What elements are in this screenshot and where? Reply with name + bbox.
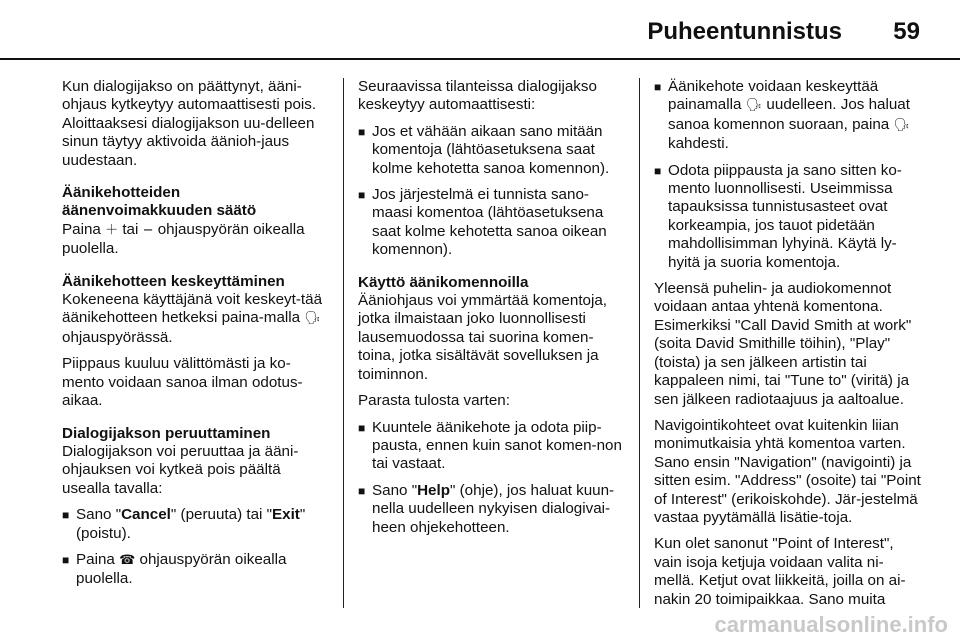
paragraph: Kun dialogijakso on päättynyt, ääni-ohjaus kytkeytyy automaattisesti pois. Aloittaaksesi dialogijakson uu-delleen sinun täytyy aktivoida äänioh-jaus uudestaan. (62, 78, 317, 169)
paragraph: Parasta tulosta varten: (358, 392, 510, 410)
bullet-icon: ■ (62, 508, 70, 523)
paragraph-volume: Paina ＋ tai − ohjauspyörän oikealla puolella. (62, 220, 305, 258)
bullet-icon: ■ (358, 124, 366, 139)
bullet-icon: ■ (358, 483, 366, 498)
bullet-icon: ■ (62, 552, 70, 567)
header-divider (0, 58, 960, 60)
paragraph: Kun olet sanonut "Point of Interest", vain isoja ketjuja voidaan valita ni-mellä. Ketjut ovat liikkeitä, joilla on ai-nakin 20 toimipaikkaa. Sano muita (654, 535, 906, 608)
list-item: ■ Sano "Cancel" (peruuta) tai "Exit" (poistu). (62, 506, 306, 542)
page-header (0, 0, 960, 62)
end-call-icon: ☎ (119, 552, 136, 568)
list-item: ■ Odota piippausta ja sano sitten ko-mento luonnollisesti. Useimmissa tapauksissa tunnistusasteet ovat korkeampia, jos tauot pidetään mahdollisimman lyhyinä. Käytä ly-hyitä ja suoria komentoja. (654, 161, 902, 271)
column-1 (62, 78, 332, 597)
paragraph: Dialogijakson voi peruuttaa ja ääni-ohjauksen voi kytkeä pois päältä usealla tavalla: (62, 442, 299, 497)
voice-command-icon: 🗣 (745, 98, 763, 114)
voice-command-icon: 🗣 (893, 117, 910, 133)
column-2 (358, 78, 628, 545)
list-item: ■ Paina ☎ ohjauspyörän oikealla puolella. (62, 550, 287, 588)
list-item: ■ Äänikehote voidaan keskeyttää painamalla 🗣 uudelleen. Jos haluat sanoa komennon suoraan, paina 🗣 kahdesti. (654, 78, 910, 153)
bullet-icon: ■ (358, 420, 366, 435)
plus-icon: ＋ (105, 222, 119, 238)
paragraph-interrupt: Kokeneena käyttäjänä voit keskeyt-tää äänikehotteen hetkeksi paina-malla 🗣 ohjauspyörässä. (62, 291, 323, 346)
section-heading-cancel: Dialogijakson peruuttaminen (62, 424, 271, 442)
paragraph: Ääniohjaus voi ymmärtää komentoja, jotka ilmaistaan joko luonnollisesti lausemuodossa tai suorina komen-toina, jotka sisältävät sovelluksen ja toiminnon. (358, 292, 608, 383)
list-item: ■ Kuuntele äänikehote ja odota piip-pausta, ennen kuin sanot komen-non tai vastaat. (358, 418, 622, 473)
minus-icon: − (142, 222, 154, 238)
bullet-icon: ■ (654, 163, 662, 178)
paragraph: Piippaus kuuluu välittömästi ja ko-mento voidaan sanoa ilman odotus-aikaa. (62, 355, 303, 410)
column-divider-1 (343, 78, 344, 608)
section-heading-volume: Äänikehotteiden äänenvoimakkuuden säätö (62, 184, 257, 220)
bullet-icon: ■ (654, 80, 662, 94)
column-3 (654, 78, 924, 617)
paragraph: Navigointikohteet ovat kuitenkin liian monimutkaisia yhtä komentoa varten. Sano ensin "Navigation" (navigointi) ja sitten esim. "Address" (osoite) tai "Point of Interest" (erikoiskohde). Jär-jestelmä vastaa pyytämällä lisätie-toja. (654, 416, 921, 526)
page-number: 59 (893, 18, 920, 45)
list-item: ■ Jos et vähään aikaan sano mitään komentoja (lähtöasetuksena saat kolme kehotetta sanoa komennon). (358, 122, 610, 177)
column-divider-2 (639, 78, 640, 608)
paragraph: Seuraavissa tilanteissa dialogijakso keskeytyy automaattisesti: (358, 78, 597, 114)
voice-command-icon: 🗣 (304, 311, 321, 327)
paragraph: Yleensä puhelin- ja audiokomennot voidaan antaa yhtenä komentona. Esimerkiksi "Call David Smith at work" (soita David Smithille töihin), "Play" (toista) ja sen jälkeen artistin tai kappaleen nimi, tai "Tune to" (viritä) ja sen jälkeen radiotaajuus ja aaltoalue. (654, 280, 912, 408)
bullet-icon: ■ (358, 188, 366, 203)
list-item: ■ Jos järjestelmä ei tunnista sano-maasi komentoa (lähtöasetuksena saat kolme kehotetta sanoa oikean komennon). (358, 186, 607, 259)
section-heading-voice-commands: Käyttö äänikomennoilla (358, 273, 529, 291)
page-title: Puheentunnistus (647, 18, 842, 45)
list-item: ■ Sano "Help" (ohje), jos haluat kuun-nella uudelleen nykyisen dialogivai-heen ohjekehotteen. (358, 481, 615, 536)
section-heading-interrupt: Äänikehotteen keskeyttäminen (62, 272, 285, 290)
watermark: carmanualsonline.info (714, 612, 948, 637)
